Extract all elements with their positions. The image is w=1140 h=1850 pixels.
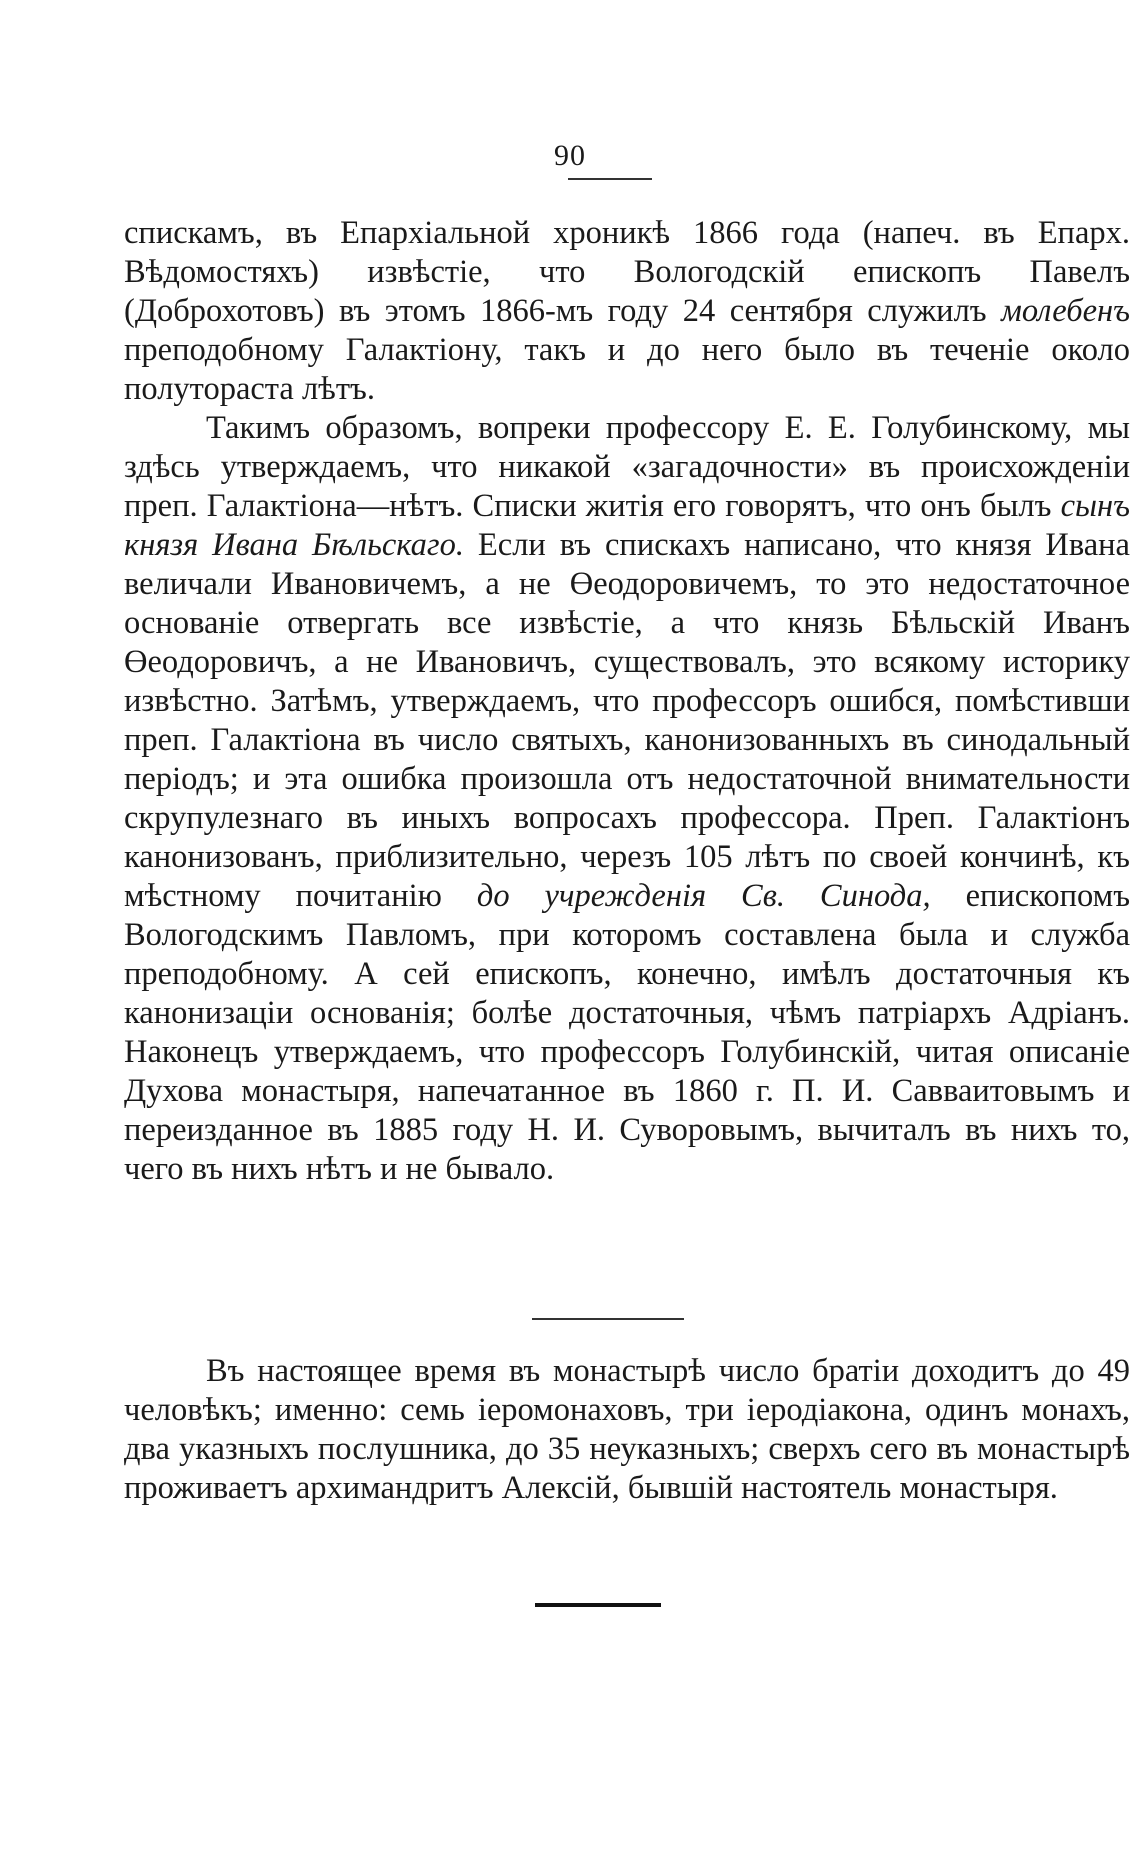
italic-text-run: сынъ князя Ивана Бѣльскаго.	[124, 488, 1130, 563]
text-run: спискамъ, въ Епархіальной хроникѣ 1866 года (напеч. въ Епарх. Вѣдомостяхъ) извѣстіе, что Вологодскій епископъ Павелъ (Доброхотовъ) въ этомъ 1866-мъ году 24 сентября служилъ	[124, 215, 1130, 329]
text-run: преподобному Галактіону, такъ и до него было въ теченіе около полутораста лѣтъ.	[124, 332, 1130, 407]
text-run: Такимъ образомъ, вопреки профессору Е. Е. Голубинскому, мы здѣсь утверждаемъ, что никакой «загадочности» въ происхожденіи преп. Галактіона—нѣтъ. Списки житія его говорятъ, что онъ былъ	[124, 410, 1130, 524]
italic-text-run: до учрежденія Св. Синода,	[476, 878, 931, 914]
paragraph-1	[124, 214, 1130, 409]
page-number: 90	[554, 139, 586, 172]
section-divider	[532, 1318, 684, 1320]
italic-text-run: молебенъ	[1001, 293, 1130, 329]
text-run: епископомъ Вологодскимъ Павломъ, при которомъ составлена была и служба преподобному. А сей епископъ, конечно, имѣлъ достаточныя къ канонизаціи основанія; болѣе достаточныя, чѣмъ патріархъ Адріанъ. Наконецъ утверждаемъ, что профессоръ Голубинскій, читая описаніе Духова монастыря, напечатанное въ 1860 г. П. И. Савваитовымъ и переизданное въ 1885 году Н. И. Суворовымъ, вычиталъ въ нихъ то, чего въ нихъ нѣтъ и не бывало.	[124, 878, 1130, 1187]
paragraph-2	[124, 409, 1130, 1189]
end-rule	[535, 1603, 661, 1607]
text-run: Въ настоящее время въ монастырѣ число братіи доходитъ до 49 человѣкъ; именно: семь іеромонаховъ, три іеродіакона, одинъ монахъ, два указныхъ послушника, до 35 неуказныхъ; сверхъ сего въ монастырѣ проживаетъ архимандритъ Алексій, бывшій настоятель монастыря.	[124, 1353, 1130, 1506]
main-text-block	[124, 214, 1130, 1189]
brethren-text-block	[124, 1352, 1130, 1508]
text-run: Если въ спискахъ написано, что князя Ивана величали Ивановичемъ, а не Өеодоровичемъ, то это недостаточное основаніе отвергать все извѣстіе, а что князь Бѣльскій Иванъ Өеодоровичъ, а не Ивановичъ, существовалъ, это всякому историку извѣстно. Затѣмъ, утверждаемъ, что профессоръ ошибся, помѣстивши преп. Галактіона въ число святыхъ, канонизованныхъ въ синодальный періодъ; и эта ошибка произошла отъ недостаточной внимательности скрупулезнаго въ иныхъ вопросахъ профессора. Преп. Галактіонъ канонизованъ, приблизительно, черезъ 105 лѣтъ по своей кончинѣ, къ мѣстному почитанію	[124, 527, 1130, 914]
page-number-rule	[568, 178, 652, 180]
paragraph-3	[124, 1352, 1130, 1508]
